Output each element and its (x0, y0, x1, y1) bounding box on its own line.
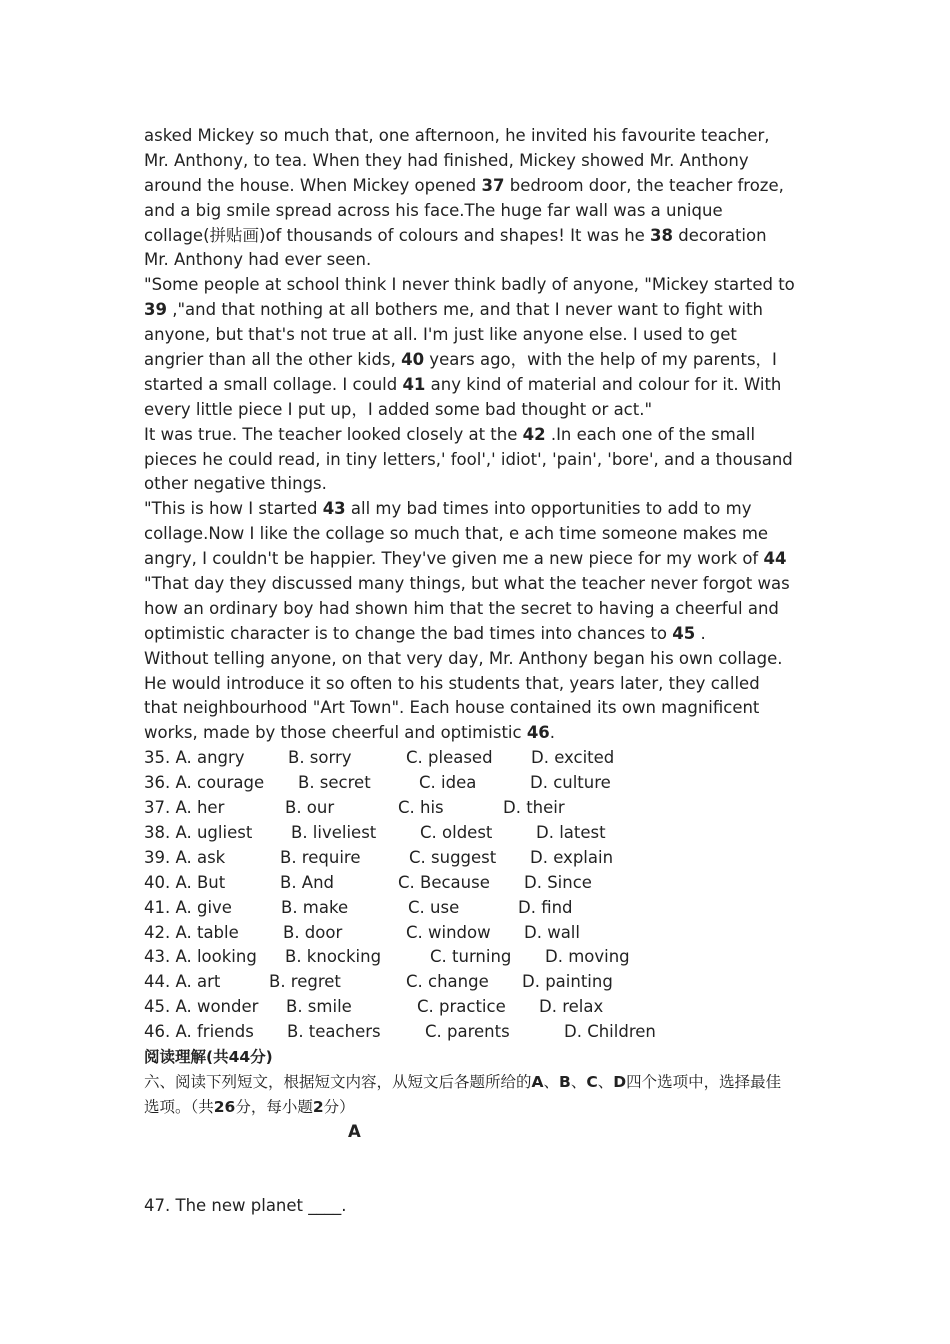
instruction-text: 分） (323, 1097, 355, 1116)
option-b: B. door (283, 922, 343, 942)
option-d: D. excited (531, 748, 615, 768)
passage-text: It was true. The teacher looked closely at the (144, 424, 523, 444)
option-row (144, 896, 814, 921)
option-b: B. liveliest (291, 822, 377, 842)
option-row (144, 945, 814, 970)
passage-line (144, 348, 814, 373)
passage-text: collage.Now I like the collage so much that, e ach time someone makes me (144, 524, 769, 544)
passage-line (144, 672, 814, 697)
instruction-text: 选项。（共 (144, 1097, 214, 1116)
instruction-text: 、 (570, 1072, 587, 1091)
spacer (144, 1145, 814, 1195)
passage-text: other negative things. (144, 474, 327, 494)
option-row (144, 771, 814, 796)
option-d: D. explain (530, 847, 614, 867)
option-a: 35. A. angry (144, 748, 245, 768)
option-a: 42. A. table (144, 922, 239, 942)
option-a: 37. A. her (144, 798, 225, 818)
passage-text: angry, I couldn't be happier. They've given me a new piece for my work of (144, 549, 764, 569)
passage-line (144, 323, 814, 348)
option-b: B. secret (298, 773, 371, 793)
option-c: C. turning (430, 947, 512, 967)
option-b: B. smile (286, 997, 352, 1017)
instruction-bold: 2 (312, 1097, 324, 1116)
section-instruction-line-1 (144, 1070, 814, 1095)
option-c: C. suggest (409, 847, 497, 867)
option-d: D. Children (564, 1022, 656, 1042)
instruction-bold: A (531, 1072, 544, 1091)
option-c: C. idea (419, 773, 477, 793)
passage-text: "Some people at school think I never think badly of anyone, "Mickey started to (144, 275, 795, 295)
instruction-bold: D (613, 1072, 627, 1091)
passage-line (144, 522, 814, 547)
option-d: D. moving (545, 947, 630, 967)
option-d: D. relax (539, 997, 604, 1017)
passage-line (144, 124, 814, 149)
passage-line (144, 622, 814, 647)
passage-line (144, 174, 814, 199)
option-a: 38. A. ugliest (144, 822, 253, 842)
passage-text: .In each one of the small (545, 424, 756, 444)
option-row (144, 796, 814, 821)
option-b: B. require (280, 847, 361, 867)
option-b: B. regret (269, 972, 341, 992)
option-d: D. culture (530, 773, 611, 793)
question-47: 47. The new planet ____. (144, 1196, 347, 1216)
section-heading: 阅读理解(共44分) (144, 1047, 273, 1066)
option-row (144, 746, 814, 771)
blank-number: 41 (402, 374, 426, 394)
option-c: C. parents (425, 1022, 510, 1042)
option-a: 45. A. wonder (144, 997, 259, 1017)
instruction-text: 六、阅读下列短文，根据短文内容，从短文后各题所给的 (144, 1072, 532, 1091)
passage-text: Mr. Anthony, to tea. When they had finished, Mickey showed Mr. Anthony (144, 150, 749, 170)
option-a: 46. A. friends (144, 1022, 254, 1042)
option-row (144, 821, 814, 846)
passage-line (144, 373, 814, 398)
option-c: C. Because (398, 872, 490, 892)
option-c: C. pleased (406, 748, 493, 768)
option-d: D. painting (522, 972, 613, 992)
passage-text: Without telling anyone, on that very day, Mr. Anthony began his own collage. (144, 648, 783, 668)
option-a: 41. A. give (144, 897, 232, 917)
passage-text: pieces he could read, in tiny letters,' fool',' idiot', 'pain', 'bore', and a thousand (144, 449, 793, 469)
cloze-passage (144, 124, 814, 746)
blank-number: 37 (481, 175, 505, 195)
passage-line (144, 273, 814, 298)
option-row (144, 970, 814, 995)
instruction-text: 分，每小题 (235, 1097, 313, 1116)
passage-text: anyone, but that's not true at all. I'm just like anyone else. I used to get (144, 325, 737, 345)
passage-text: how an ordinary boy had shown him that the secret to having a cheerful and (144, 598, 779, 618)
instruction-text: 四个选项中，选择最佳 (626, 1072, 782, 1091)
passage-text: around the house. When Mickey opened (144, 175, 482, 195)
instruction-bold: C (586, 1072, 598, 1091)
passage-label (144, 1120, 814, 1145)
passage-text: bedroom door, the teacher froze, (504, 175, 784, 195)
option-a: 40. A. But (144, 872, 226, 892)
cloze-options (144, 746, 814, 1045)
passage-text: asked Mickey so much that, one afternoon, he invited his favourite teacher, (144, 126, 770, 145)
passage-line (144, 224, 814, 249)
passage-line (144, 298, 814, 323)
option-d: D. find (518, 897, 573, 917)
passage-line (144, 572, 814, 597)
option-c: C. window (406, 922, 491, 942)
passage-text: collage(拼贴画)of thousands of colours and shapes! It was he (144, 225, 651, 245)
instruction-bold: B (559, 1072, 571, 1091)
option-c: C. use (408, 897, 460, 917)
option-c: C. practice (417, 997, 506, 1017)
option-c: C. change (406, 972, 489, 992)
blank-number: 39 (144, 300, 167, 320)
option-b: B. make (281, 897, 349, 917)
passage-text: every little piece I put up，I added some bad thought or act." (144, 399, 653, 419)
option-row (144, 846, 814, 871)
instruction-bold: 26 (213, 1097, 236, 1116)
passage-text: decoration (673, 225, 767, 245)
passage-line (144, 472, 814, 497)
passage-text: and a big smile spread across his face.The huge far wall was a unique (144, 200, 723, 220)
option-d: D. Since (524, 872, 592, 892)
passage-text: all my bad times into opportunities to add to my (345, 499, 752, 519)
passage-line (144, 647, 814, 672)
option-b: B. our (285, 798, 335, 818)
passage-text: "This is how I started (144, 499, 323, 519)
option-c: C. his (398, 798, 444, 818)
passage-line (144, 597, 814, 622)
passage-label-text: A (348, 1121, 361, 1141)
blank-number: 44 (763, 549, 787, 569)
passage-line (144, 497, 814, 522)
passage-line (144, 398, 814, 423)
instruction-text: 、 (597, 1072, 614, 1091)
passage-text: any kind of material and colour for it. With (425, 374, 782, 394)
passage-line (144, 199, 814, 224)
option-row (144, 1020, 814, 1045)
passage-line (144, 423, 814, 448)
document-page (144, 124, 814, 1219)
passage-text: started a small collage. I could (144, 374, 403, 394)
passage-text: Mr. Anthony had ever seen. (144, 250, 372, 270)
passage-text: ,"and that nothing at all bothers me, and that I never want to fight with (166, 300, 763, 320)
option-c: C. oldest (420, 822, 493, 842)
option-a: 44. A. art (144, 972, 221, 992)
passage-text: works, made by those cheerful and optimistic (144, 723, 527, 743)
section-instruction-line-2 (144, 1095, 814, 1120)
blank-number: 46 (526, 723, 550, 743)
passage-line (144, 721, 814, 746)
option-a: 39. A. ask (144, 847, 226, 867)
passage-text: He would introduce it so often to his students that, years later, they called (144, 673, 760, 693)
passage-line (144, 547, 814, 572)
option-d: D. their (503, 798, 565, 818)
passage-text: . (549, 723, 556, 743)
blank-number: 42 (522, 424, 546, 444)
option-row (144, 921, 814, 946)
passage-line (144, 696, 814, 721)
passage-text: "That day they discussed many things, but what the teacher never forgot was (144, 574, 790, 594)
option-b: B. And (280, 872, 335, 892)
passage-text: angrier than all the other kids, (144, 350, 402, 370)
option-a: 43. A. looking (144, 947, 257, 967)
passage-line (144, 248, 814, 273)
option-row (144, 995, 814, 1020)
option-b: B. teachers (287, 1022, 381, 1042)
option-a: 36. A. courage (144, 773, 265, 793)
option-b: B. knocking (285, 947, 382, 967)
passage-line (144, 448, 814, 473)
blank-number: 38 (650, 225, 674, 245)
option-d: D. wall (524, 922, 580, 942)
option-d: D. latest (536, 822, 606, 842)
passage-text: that neighbourhood "Art Town". Each house contained its own magnificent (144, 698, 760, 718)
passage-text: years ago，with the help of my parents，I (424, 350, 777, 370)
instruction-text: 、 (543, 1072, 560, 1091)
option-row (144, 871, 814, 896)
blank-number: 43 (322, 499, 346, 519)
passage-line (144, 149, 814, 174)
option-b: B. sorry (288, 748, 352, 768)
blank-number: 45 (672, 623, 696, 643)
passage-text: optimistic character is to change the bad times into chances to (144, 623, 673, 643)
blank-number: 40 (401, 350, 425, 370)
passage-text: . (695, 623, 706, 643)
